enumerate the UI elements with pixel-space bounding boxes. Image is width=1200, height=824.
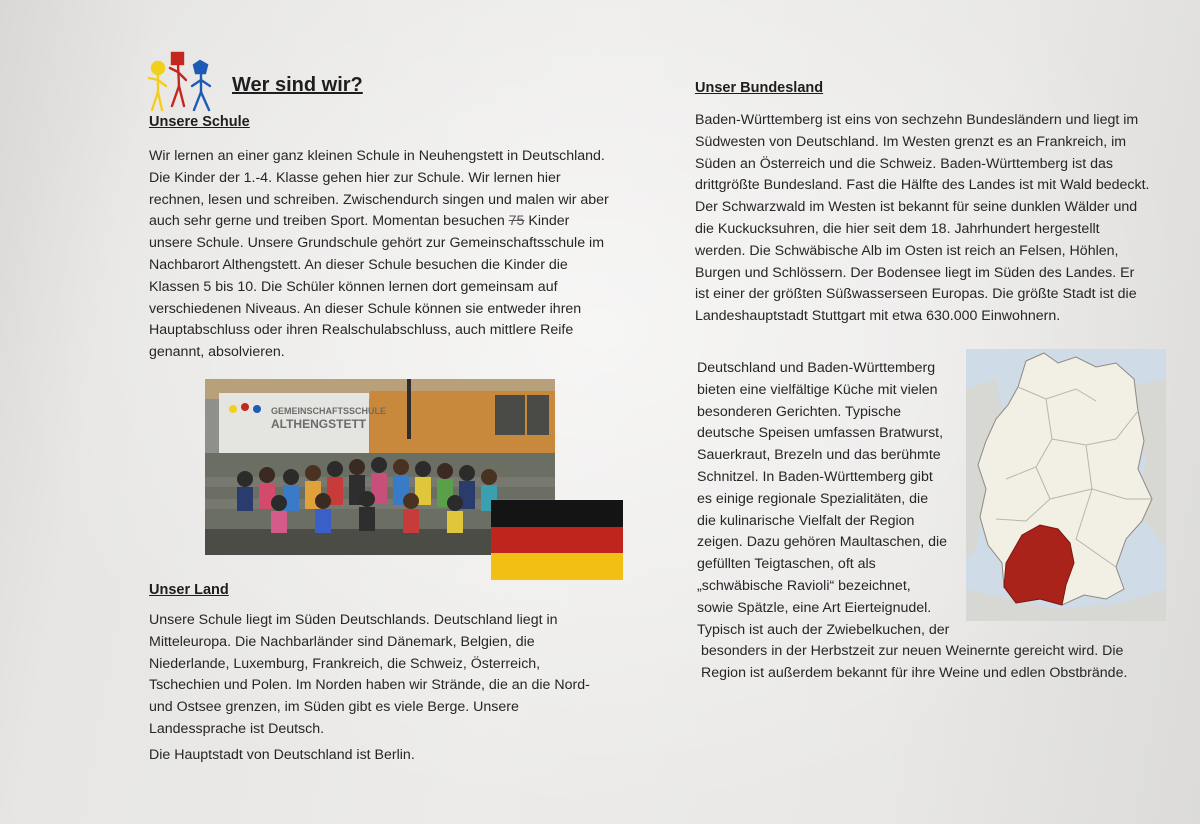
flag-stripe-black (491, 500, 623, 527)
germany-map (966, 349, 1166, 621)
capital-sentence: Die Hauptstadt von Deutschland ist Berlin. (149, 747, 415, 763)
country-paragraph: Unsere Schule liegt im Süden Deutschlands. Deutschland liegt in Mitteleuropa. Die Nachbarländer sind Dänemark, Belgien, die Niederlande, Luxemburg, Frankreich, die Schweiz, Österreich, Tschechien und Polen. Im Norden haben wir Strände, die an die Nord- und Ostsee grenzen, im Süden gibt es viele Berge. Unsere Landessprache ist Deutsch. (149, 612, 590, 737)
food-line: deutsche Speisen umfassen Bratwurst, (697, 425, 944, 442)
food-line: Schnitzel. In Baden-Württemberg gibt (697, 468, 933, 485)
food-line: gefüllten Teigtaschen, oft als (697, 556, 876, 573)
flag-stripe-red (491, 527, 623, 554)
food-line: sowie Spätzle, eine Art Eierteignudel. (697, 599, 932, 616)
school-text-before: Wir lernen an einer ganz kleinen Schule in Neuhengstett in Deutschland. Die Kinder der 1.-4. Klasse gehen hier zur Schule. Wir lernen hier rechnen, lesen und schreiben. Zwischendurch singen und malen wir aber auch sehr gerne und treiben Sport. Momentan besuchen (149, 148, 609, 230)
food-line: zeigen. Dazu gehören Maultaschen, die (697, 534, 948, 551)
struck-number: 75 (508, 213, 525, 230)
school-text-after: Kinder unsere Schule. Unsere Grundschule gehört zur Gemeinschaftsschule im Nachbarort Althengstett. An dieser Schule besuchen die Kinder die Klassen 5 bis 10. Die Schüler können lernen dort gemeinsam auf verschiedenen Niveaus. An dieser Schule können sie entweder ihren Hauptabschluss oder ihren Realschulabschluss, auch mittlere Reife genannt, absolvieren. (149, 213, 605, 361)
food-line: Typisch ist auch der Zwiebelkuchen, der (697, 621, 950, 638)
german-flag (491, 500, 623, 580)
school-heading: Unsere Schule (149, 114, 250, 130)
food-line: „schwäbische Ravioli“ bezeichnet, (697, 577, 911, 594)
food-line: Sauerkraut, Brezeln und das berühmte (697, 447, 941, 464)
school-paragraph (149, 146, 609, 364)
food-line: besonderen Gerichten. Typische (697, 403, 902, 420)
food-line: es einige regionale Spezialitäten, die (697, 490, 929, 507)
sign-line-2: ALTHENGSTETT (271, 417, 367, 431)
food-line: bieten eine vielfältige Küche mit vielen (697, 381, 938, 398)
stick-figures-logo-icon (146, 50, 216, 114)
food-paragraph-rest: besonders in der Herbstzeit zur neuen Weinernte gereicht wird. Die Region ist außerdem bekannt für ihre Weine und edlen Obstbrände. (701, 643, 1128, 681)
state-paragraph: Baden-Württemberg ist eins von sechzehn Bundesländern und liegt im Südwesten von Deutschland. Im Westen grenzt es an Frankreich, im Süden an Österreich und die Schweiz. Baden-Württemberg ist das drittgrößte Bundesland. Fast die Hälfte des Landes ist mit Wald bedeckt. Der Schwarzwald im Westen ist bekannt für seine dunklen Wälder und die Kuckucksuhren, die hier seit dem 18. Jahrhundert hergestellt werden. Die Schwäbische Alb im Osten ist reich an Felsen, Höhlen, Burgen und Schlössern. Der Bodensee liegt im Süden des Landes. Er ist einer der größten Süßwasserseen Europas. Die größte Stadt ist die Landeshauptstadt Stuttgart mit etwa 630.000 Einwohnern. (695, 112, 1150, 325)
food-line: die kulinarische Vielfalt der Region (697, 512, 915, 529)
food-line: Deutschland und Baden-Württemberg (697, 360, 936, 376)
flag-stripe-gold (491, 553, 623, 580)
page-title: Wer sind wir? (232, 74, 363, 96)
sign-line-1: GEMEINSCHAFTSSCHULE (271, 406, 387, 416)
food-paragraph (697, 358, 967, 641)
country-heading: Unser Land (149, 582, 229, 598)
state-heading: Unser Bundesland (695, 80, 824, 96)
